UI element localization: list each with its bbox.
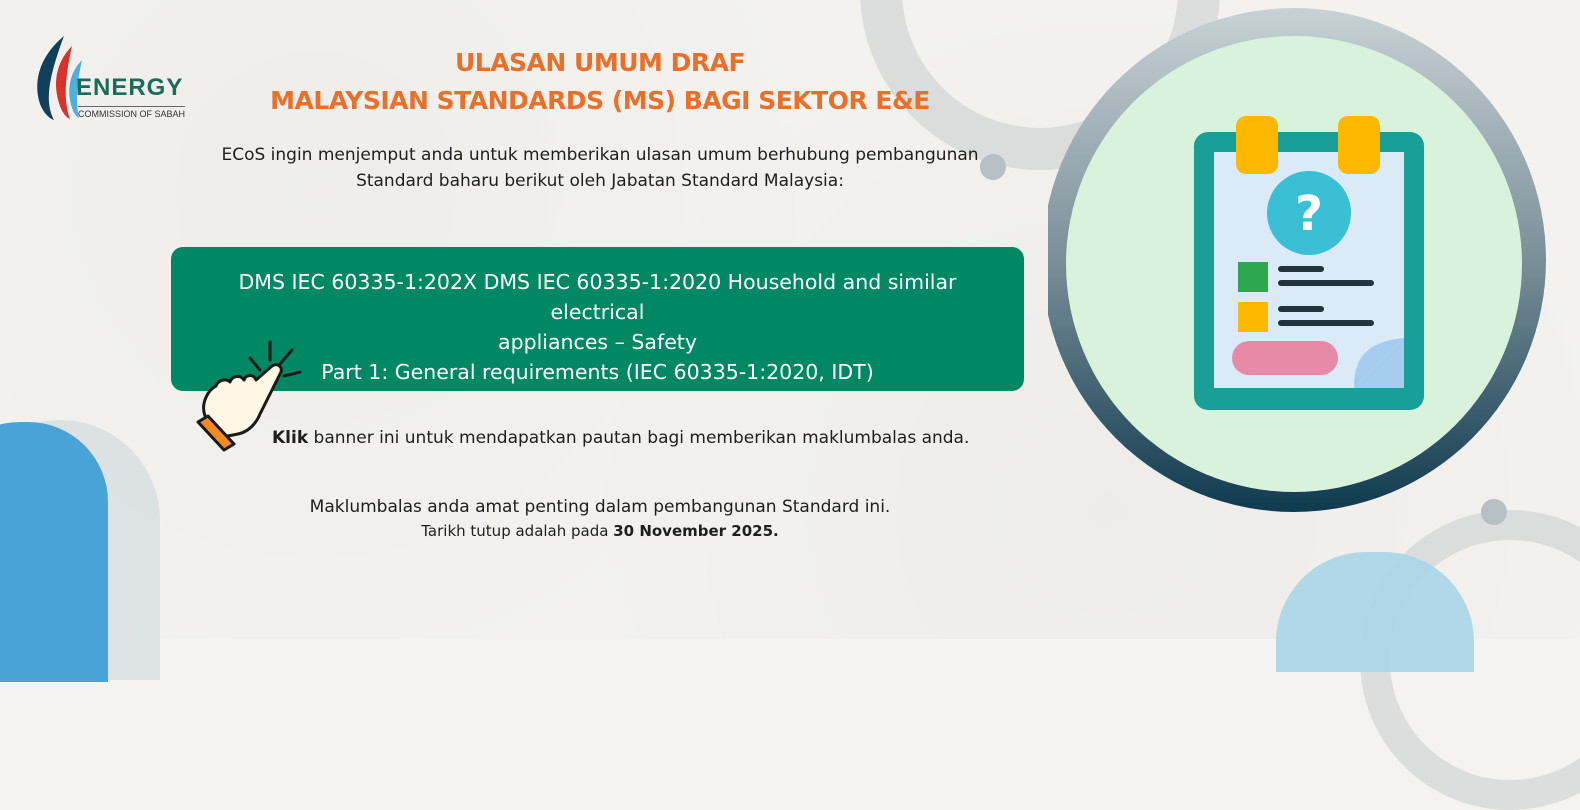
deadline-prefix: Tarikh tutup adalah pada	[421, 522, 614, 540]
svg-text:?: ?	[1295, 186, 1323, 242]
click-bold-word: Klik	[272, 428, 309, 448]
logo-wordmark: ENERGY	[76, 74, 184, 101]
intro-line-1: ECoS ingin menjemput anda untuk memberikan ulasan umum berhubung pembangunan	[221, 145, 979, 165]
click-instruction-text: banner ini untuk mendapatkan pautan bagi memberikan maklumbalas anda.	[308, 428, 970, 448]
page-title	[170, 44, 1030, 120]
click-instruction	[272, 428, 969, 448]
logo-subtitle: COMMISSION OF SABAH	[78, 106, 185, 119]
feedback-note: Maklumbalas anda amat penting dalam pembangunan Standard ini.	[309, 497, 891, 517]
deadline-text	[170, 522, 1030, 540]
intro-line-2: Standard baharu berikut oleh Jabatan Standard Malaysia:	[356, 171, 844, 191]
clipboard-illustration	[1048, 0, 1548, 520]
decorative-shape-left	[0, 422, 108, 682]
title-line-2: MALAYSIAN STANDARDS (MS) BAGI SEKTOR E&E	[270, 86, 930, 115]
banner-line-3: Part 1: General requirements (IEC 60335-1:2020, IDT)	[321, 360, 874, 384]
title-line-1: ULASAN UMUM DRAF	[454, 48, 746, 77]
intro-text	[170, 142, 1030, 194]
banner-line-2: appliances – Safety	[498, 330, 697, 354]
clipboard-question-icon	[1194, 116, 1424, 410]
banner-line-1: DMS IEC 60335-1:202X DMS IEC 60335-1:2020 Household and similar electrical	[238, 270, 957, 324]
deadline-date: 30 November 2025.	[613, 522, 779, 540]
